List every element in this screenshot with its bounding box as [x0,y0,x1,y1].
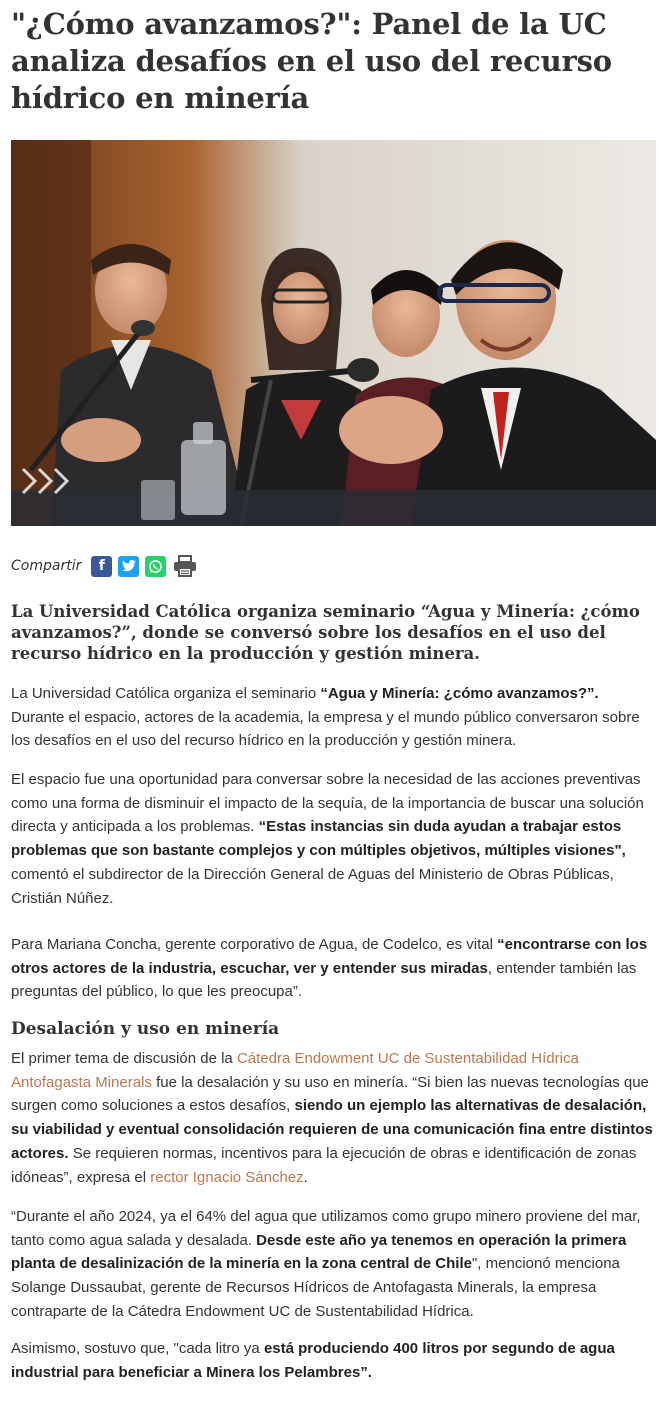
facebook-icon[interactable]: f [91,556,112,577]
share-bar [11,553,204,579]
p5-text: “Durante el año 2024, ya el 64% del agua que utilizamos como grupo minero proviene del mar, tanto como agua salada y desalada. [11,1208,641,1249]
whatsapp-icon[interactable] [145,556,166,577]
section-subheading: Desalación y uso en minería [11,1019,280,1039]
paragraph-6 [11,1337,656,1384]
p1-bold: “Agua y Minería: ¿cómo avanzamos?”. [320,685,599,702]
p5-bold: Desde este año ya tenemos en operación la primera planta de desalinización de la minería en la zona central de Chile [11,1231,627,1273]
rector-link[interactable]: rector Ignacio Sánchez [150,1168,304,1186]
article-lead: La Universidad Católica organiza seminario “Agua y Minería: ¿cómo avanzamos?”, donde se conversó sobre los desafíos en el uso del recurso hídrico en la producción y gestión minera. [11,602,640,663]
p5-text-end: ", mencionó menciona Solange Dussaubat, gerente de Recursos Hídricos de Antofagasta Minerals, la empresa contraparte de la Cátedra Endowment UC de Sustentabilidad Hídrica. [11,1255,620,1320]
p4-period: . [303,1168,308,1186]
article-title: "¿Cómo avanzamos?": Panel de la UC analiza desafíos en el uso del recurso hídrico en minería [11,7,612,115]
p4-text-mid: fue la desalación y su uso en minería. “Si bien las nuevas tecnologías que surgen como soluciones a estos desafíos, [11,1073,649,1115]
paragraph-5 [11,1205,656,1324]
article [11,0,656,1381]
paragraph-3 [11,933,656,1004]
share-label: Compartir [11,558,82,574]
p3-bold-quote: “encontrarse con los otros actores de la industria, escuchar, ver y entender sus miradas [11,936,648,977]
p2-text-end: comentó el subdirector de la Dirección General de Aguas del Ministerio de Obras Públicas, Cristián Núñez. [11,865,614,907]
panel-photo-illustration [11,140,656,526]
p2-text: El espacio fue una oportunidad para conversar sobre la necesidad de las acciones preventivas como una forma de disminuir el impacto de la sequía, de la importancia de buscar una solución directa y anticipada a los problemas. [11,771,644,836]
print-icon[interactable] [172,556,198,577]
catedra-link[interactable]: Cátedra Endowment UC de Sustentabilidad Hídrica Antofagasta Minerals [11,1050,579,1091]
p4-text-end: Se requieren normas, incentivos para la ejecución de obras e identificación de zonas idóneas”, expresa el [11,1144,637,1186]
paragraph-1 [11,682,656,753]
p1-text: La Universidad Católica organiza el seminario [11,685,321,702]
p3-text-end: , entender también las preguntas del público, lo que les preocupa”. [11,959,637,1001]
article-photo [11,140,656,526]
twitter-icon[interactable] [118,556,139,577]
p6-bold: está produciendo 400 litros por segundo de agua industrial para beneficiar a Minera los Pelambres”. [11,1340,615,1381]
p4-text: El primer tema de discusión de la [11,1050,237,1067]
paragraph-2 [11,768,656,910]
p6-text: Asimismo, sostuvo que, "cada litro ya [11,1340,264,1357]
p3-text: Para Mariana Concha, gerente corporativo de Agua, de Codelco, es vital [11,936,498,953]
p4-bold: siendo un ejemplo las alternativas de desalación, su viabilidad y eventual consolidación requieren de una comunicación fina entre distintos actores. [11,1097,653,1162]
paragraph-4 [11,1047,656,1189]
gallery-arrows-icon[interactable] [21,465,81,497]
p1-text-end: Durante el espacio, actores de la academia, la empresa y el mundo público conversaron sobre los desafíos en el uso del recurso hídrico en la producción y gestión minera. [11,708,640,750]
p2-bold-quote: “Estas instancias sin duda ayudan a trabajar estos problemas que son bastante complejos y con múltiples objetivos, múltiples visiones", [11,818,626,860]
